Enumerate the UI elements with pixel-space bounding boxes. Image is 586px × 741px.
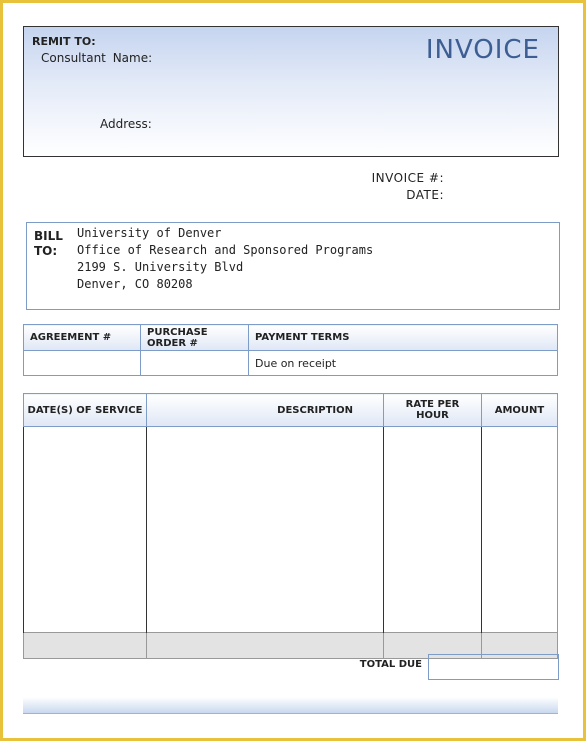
payment-terms-header: PAYMENT TERMS — [249, 325, 558, 351]
shaded-cell — [147, 633, 384, 659]
rate-cell[interactable] — [384, 427, 482, 633]
payment-terms-cell[interactable]: Due on receipt — [249, 351, 558, 376]
total-due-label: TOTAL DUE — [359, 659, 422, 670]
amount-cell[interactable] — [482, 427, 558, 633]
bill-label-line2: TO: — [34, 244, 58, 258]
rate-per-hour-header: RATE PER HOUR — [384, 394, 482, 427]
amount-header: AMOUNT — [482, 394, 558, 427]
bill-to-address — [77, 225, 373, 293]
service-header-row — [24, 394, 558, 427]
agreement-cell[interactable] — [24, 351, 141, 376]
total-due-field[interactable] — [428, 654, 559, 680]
bill-to-box — [26, 222, 560, 310]
bill-line: Office of Research and Sponsored Programs — [77, 243, 374, 257]
terms-row — [24, 351, 558, 376]
terms-table — [23, 324, 558, 376]
invoice-number-label: INVOICE #: — [371, 171, 444, 185]
bill-line: Denver, CO 80208 — [77, 277, 193, 291]
terms-header-row — [24, 325, 558, 351]
address-label: Address: — [100, 117, 152, 131]
agreement-header: AGREEMENT # — [24, 325, 141, 351]
footer-bar — [23, 697, 558, 714]
shaded-cell — [24, 633, 147, 659]
service-table — [23, 393, 558, 659]
remit-label: REMIT TO: — [32, 35, 96, 48]
bill-line: 2199 S. University Blvd — [77, 260, 244, 274]
date-of-service-header: DATE(S) OF SERVICE — [24, 394, 147, 427]
purchase-order-header: PURCHASE ORDER # — [141, 325, 249, 351]
date-of-service-cell[interactable] — [24, 427, 147, 633]
consultant-name-label: Consultant Name: — [41, 51, 153, 65]
date-label: DATE: — [406, 188, 444, 202]
bill-label-line1: BILL — [34, 229, 63, 243]
purchase-order-cell[interactable] — [141, 351, 249, 376]
service-body-row — [24, 427, 558, 633]
bill-line: University of Denver — [77, 226, 222, 240]
invoice-title: INVOICE — [425, 35, 540, 65]
bill-to-label — [34, 229, 64, 259]
remit-box — [23, 26, 559, 157]
description-cell[interactable] — [147, 427, 384, 633]
description-header: DESCRIPTION — [147, 394, 384, 427]
